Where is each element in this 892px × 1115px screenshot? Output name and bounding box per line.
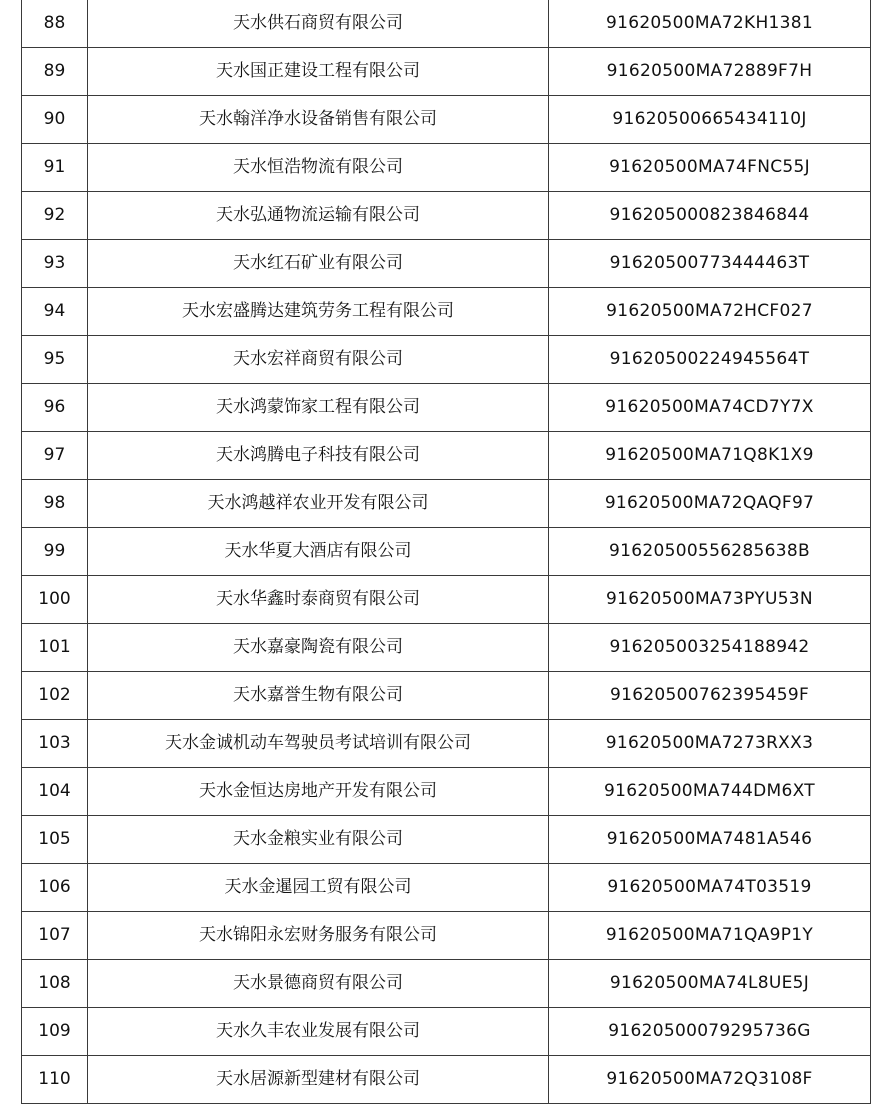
company-name-cell: 天水弘通物流运输有限公司 (88, 192, 549, 240)
company-table-body (22, 0, 871, 1104)
row-number-cell: 99 (22, 528, 88, 576)
company-list-sheet (21, 0, 870, 1104)
credit-code-cell: 91620500MA72889F7H (549, 48, 871, 96)
table-row (22, 240, 871, 288)
credit-code-cell: 91620500MA7481A546 (549, 816, 871, 864)
table-row (22, 1056, 871, 1104)
row-number-cell: 93 (22, 240, 88, 288)
table-row (22, 624, 871, 672)
table-row (22, 480, 871, 528)
company-name-cell: 天水金粮实业有限公司 (88, 816, 549, 864)
row-number-cell: 97 (22, 432, 88, 480)
table-row (22, 336, 871, 384)
company-name-cell: 天水金恒达房地产开发有限公司 (88, 768, 549, 816)
row-number-cell: 94 (22, 288, 88, 336)
credit-code-cell: 91620500MA73PYU53N (549, 576, 871, 624)
credit-code-cell: 91620500MA72QAQF97 (549, 480, 871, 528)
credit-code-cell: 91620500MA71Q8K1X9 (549, 432, 871, 480)
row-number-cell: 104 (22, 768, 88, 816)
company-name-cell: 天水华夏大酒店有限公司 (88, 528, 549, 576)
company-name-cell: 天水供石商贸有限公司 (88, 0, 549, 48)
table-row (22, 288, 871, 336)
company-name-cell: 天水景德商贸有限公司 (88, 960, 549, 1008)
credit-code-cell: 91620500MA74L8UE5J (549, 960, 871, 1008)
row-number-cell: 98 (22, 480, 88, 528)
row-number-cell: 105 (22, 816, 88, 864)
company-name-cell: 天水金诚机动车驾驶员考试培训有限公司 (88, 720, 549, 768)
row-number-cell: 95 (22, 336, 88, 384)
row-number-cell: 89 (22, 48, 88, 96)
company-name-cell: 天水鸿蒙饰家工程有限公司 (88, 384, 549, 432)
company-name-cell: 天水恒浩物流有限公司 (88, 144, 549, 192)
table-row (22, 576, 871, 624)
company-name-cell: 天水金暹园工贸有限公司 (88, 864, 549, 912)
row-number-cell: 101 (22, 624, 88, 672)
credit-code-cell: 91620500MA72HCF027 (549, 288, 871, 336)
credit-code-cell: 91620500MA72KH1381 (549, 0, 871, 48)
row-number-cell: 107 (22, 912, 88, 960)
credit-code-cell: 916205000823846844 (549, 192, 871, 240)
company-name-cell: 天水锦阳永宏财务服务有限公司 (88, 912, 549, 960)
credit-code-cell: 91620500079295736G (549, 1008, 871, 1056)
company-name-cell: 天水鸿腾电子科技有限公司 (88, 432, 549, 480)
table-row (22, 192, 871, 240)
credit-code-cell: 91620500773444463T (549, 240, 871, 288)
row-number-cell: 90 (22, 96, 88, 144)
company-name-cell: 天水红石矿业有限公司 (88, 240, 549, 288)
table-row (22, 384, 871, 432)
row-number-cell: 91 (22, 144, 88, 192)
table-row (22, 96, 871, 144)
credit-code-cell: 91620500MA74CD7Y7X (549, 384, 871, 432)
credit-code-cell: 91620500224945564T (549, 336, 871, 384)
row-number-cell: 103 (22, 720, 88, 768)
company-name-cell: 天水翰洋净水设备销售有限公司 (88, 96, 549, 144)
company-name-cell: 天水宏盛腾达建筑劳务工程有限公司 (88, 288, 549, 336)
table-row (22, 816, 871, 864)
table-row (22, 1008, 871, 1056)
table-row (22, 720, 871, 768)
table-row (22, 432, 871, 480)
credit-code-cell: 91620500MA71QA9P1Y (549, 912, 871, 960)
table-row (22, 0, 871, 48)
credit-code-cell: 916205003254188942 (549, 624, 871, 672)
table-row (22, 960, 871, 1008)
credit-code-cell: 91620500MA72Q3108F (549, 1056, 871, 1104)
company-table (21, 0, 871, 1104)
company-name-cell: 天水鸿越祥农业开发有限公司 (88, 480, 549, 528)
row-number-cell: 109 (22, 1008, 88, 1056)
row-number-cell: 92 (22, 192, 88, 240)
table-row (22, 144, 871, 192)
credit-code-cell: 91620500MA74T03519 (549, 864, 871, 912)
credit-code-cell: 91620500MA7273RXX3 (549, 720, 871, 768)
credit-code-cell: 91620500MA74FNC55J (549, 144, 871, 192)
table-row (22, 912, 871, 960)
row-number-cell: 102 (22, 672, 88, 720)
company-name-cell: 天水国正建设工程有限公司 (88, 48, 549, 96)
company-name-cell: 天水宏祥商贸有限公司 (88, 336, 549, 384)
table-row (22, 48, 871, 96)
row-number-cell: 100 (22, 576, 88, 624)
row-number-cell: 106 (22, 864, 88, 912)
company-name-cell: 天水居源新型建材有限公司 (88, 1056, 549, 1104)
credit-code-cell: 91620500MA744DM6XT (549, 768, 871, 816)
company-name-cell: 天水嘉誉生物有限公司 (88, 672, 549, 720)
credit-code-cell: 91620500665434110J (549, 96, 871, 144)
company-name-cell: 天水久丰农业发展有限公司 (88, 1008, 549, 1056)
credit-code-cell: 91620500762395459F (549, 672, 871, 720)
table-row (22, 672, 871, 720)
row-number-cell: 108 (22, 960, 88, 1008)
table-row (22, 528, 871, 576)
table-row (22, 768, 871, 816)
credit-code-cell: 91620500556285638B (549, 528, 871, 576)
row-number-cell: 110 (22, 1056, 88, 1104)
company-name-cell: 天水华鑫时泰商贸有限公司 (88, 576, 549, 624)
company-name-cell: 天水嘉豪陶瓷有限公司 (88, 624, 549, 672)
row-number-cell: 96 (22, 384, 88, 432)
row-number-cell: 88 (22, 0, 88, 48)
table-row (22, 864, 871, 912)
